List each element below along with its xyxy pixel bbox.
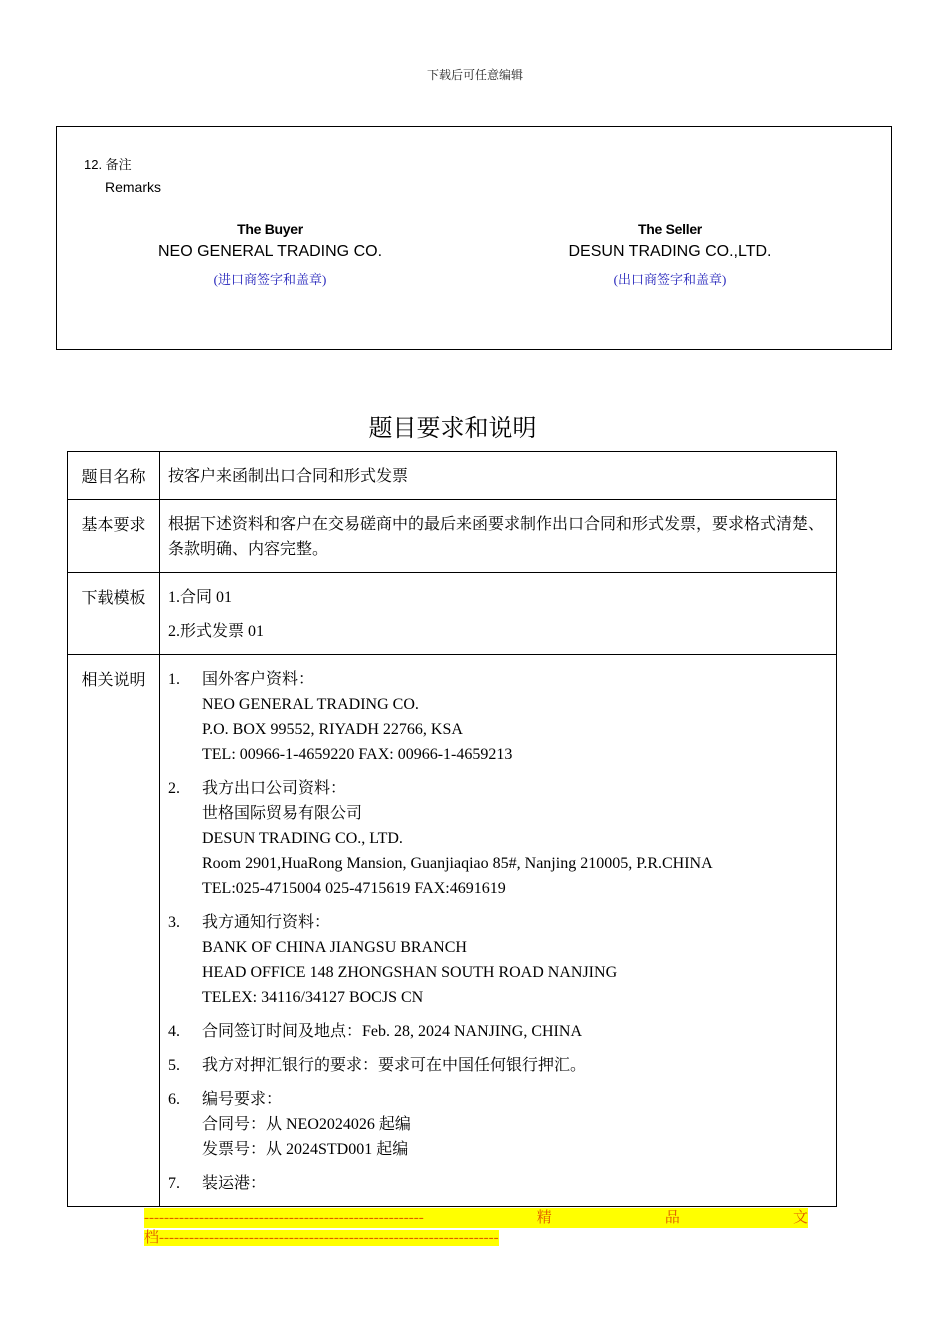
seller-name: DESUN TRADING CO.,LTD. [568,243,772,260]
note-line: P.O. BOX 99552, RIYADH 22766, KSA [202,721,463,738]
buyer-signature-note: (进口商签字和盖章) [213,272,327,287]
remarks-number-label: 12. 备注 [84,157,132,172]
list-number: 6. [168,1091,180,1108]
footer-banner [144,1208,808,1248]
section-title: 题目要求和说明 [368,414,537,442]
row-label: 相关说明 [68,655,160,1207]
note-line: 国外客户资料： [202,671,315,688]
seller-role: The Seller [638,221,702,237]
note-line: NEO GENERAL TRADING CO. [202,696,419,713]
seller-block [480,221,860,288]
list-item [168,910,828,1010]
template-link-contract[interactable]: 1.合同 01 [168,589,233,606]
list-item [168,1087,828,1162]
template-link-invoice[interactable]: 2.形式发票 01 [168,623,265,640]
list-number: 7. [168,1175,180,1192]
list-item [168,1053,828,1078]
notes-list [168,667,828,1196]
list-number: 3. [168,914,180,931]
note-line: 我方出口公司资料： [202,780,347,797]
row-label: 题目名称 [68,452,160,500]
note-line: TEL:025-4715004 025-4715619 FAX:4691619 [202,880,506,897]
note-line: TELEX: 34116/34127 BOCJS CN [202,989,424,1006]
buyer-role: The Buyer [237,221,303,237]
seller-signature-note: (出口商签字和盖章) [613,272,727,287]
list-item [168,776,828,901]
footer-char-1: 精 [536,1210,552,1226]
table-row [68,573,837,655]
remarks-label: Remarks [105,179,162,195]
table-row [68,500,837,573]
notes-content [160,655,837,1207]
requirements-table [67,451,837,1207]
list-item [168,1019,828,1044]
footer-char-2: 品 [664,1210,680,1226]
note-line: 世格国际贸易有限公司 [202,805,363,822]
list-number: 1. [168,671,180,688]
row-content [160,573,837,655]
list-item [168,667,828,767]
note-line: 合同号：从 NEO2024026 起编 [202,1116,411,1133]
row-content: 按客户来函制出口合同和形式发票 [160,452,837,500]
note-line: DESUN TRADING CO., LTD. [202,830,403,847]
list-item [168,1171,828,1196]
list-number: 5. [168,1057,180,1074]
footer-line-2 [144,1228,808,1248]
note-line: 合同签订时间及地点：Feb. 28, 2024 NANJING, CHINA [202,1023,582,1040]
table-row [68,452,837,500]
note-line: HEAD OFFICE 148 ZHONGSHAN SOUTH ROAD NANJING [202,964,618,981]
row-label: 基本要求 [68,500,160,573]
footer-dashes: -------------------------------------------------------- [144,1210,424,1226]
list-number: 2. [168,780,180,797]
table-row [68,655,837,1207]
row-content: 根据下述资料和客户在交易磋商中的最后来函要求制作出口合同和形式发票，要求格式清楚、条款明确、内容完整。 [160,500,837,573]
contract-signature-box [56,126,892,350]
note-line: 编号要求： [202,1091,283,1108]
note-line: 我方通知行资料： [202,914,331,931]
list-number: 4. [168,1023,180,1040]
page-header-note: 下载后可任意编辑 [426,68,523,82]
row-label: 下载模板 [68,573,160,655]
footer-line-1 [144,1208,808,1228]
footer-line-2-text: 档-------------------------------------------------------------------- [144,1230,499,1246]
note-line: TEL: 00966-1-4659220 FAX: 00966-1-4659213 [202,746,513,763]
buyer-block [80,221,460,288]
buyer-name: NEO GENERAL TRADING CO. [157,243,383,260]
note-line: 发票号：从 2024STD001 起编 [202,1141,409,1158]
note-line: 装运港： [202,1175,267,1192]
note-line: 我方对押汇银行的要求：要求可在中国任何银行押汇。 [202,1057,587,1074]
note-line: Room 2901,HuaRong Mansion, Guanjiaqiao 85#, Nanjing 210005, P.R.CHINA [202,855,713,872]
footer-char-3: 文 [792,1210,808,1226]
note-line: BANK OF CHINA JIANGSU BRANCH [202,939,467,956]
